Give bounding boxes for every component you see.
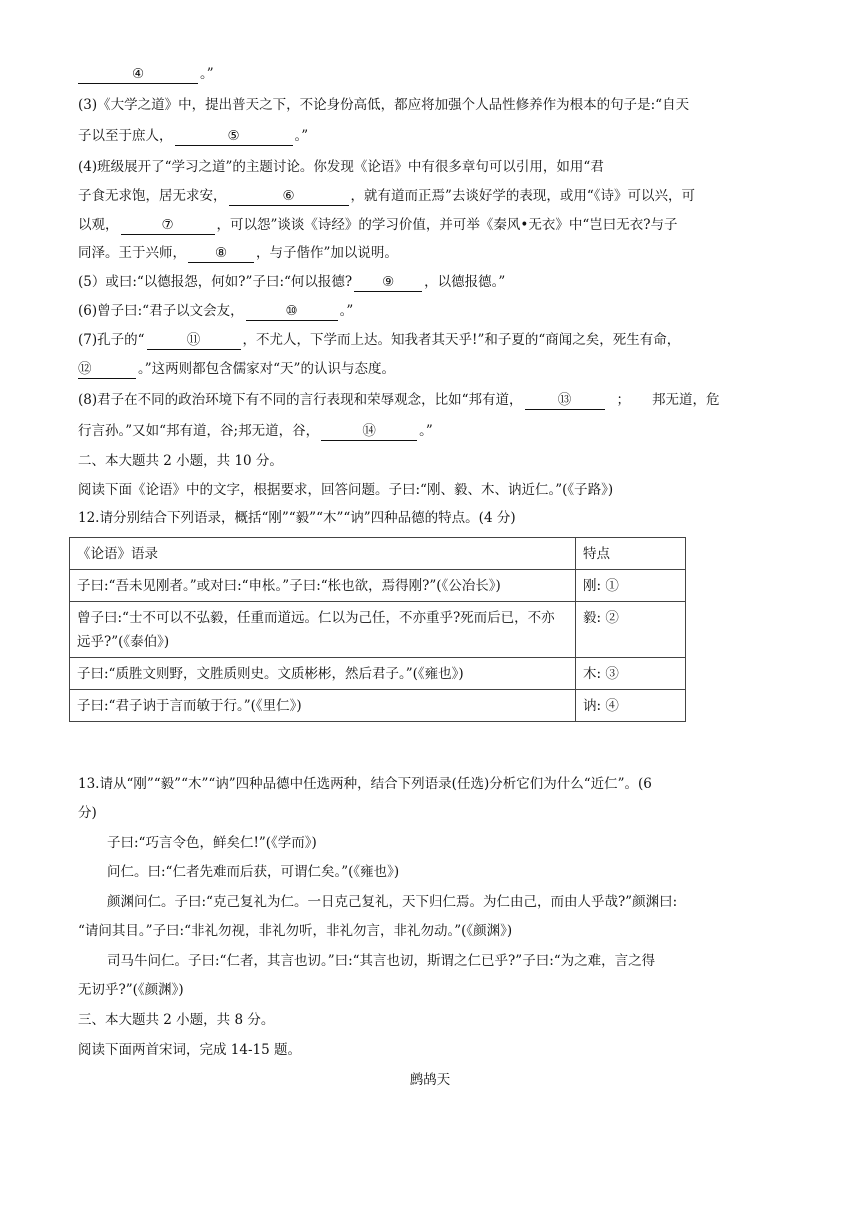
table-header-row (70, 538, 686, 570)
fill-blank-9[interactable]: ⑨ (354, 274, 422, 292)
text: 。” (419, 423, 433, 439)
fill-blank-13[interactable]: ⑬ (525, 392, 605, 410)
text: 邦无道，危 (652, 392, 720, 408)
text: 。”这两则都包含儒家对“天”的认识与态度。 (138, 361, 395, 377)
q12-prompt: 12.请分别结合下列语录，概括“刚”“毅”“木”“讷”四种品德的特点。(4 分) (78, 510, 516, 526)
table-row (70, 658, 686, 690)
fill-blank-11[interactable]: ⑪ (147, 332, 241, 350)
fill-blank-6[interactable]: ⑥ (229, 188, 349, 206)
text: 子以至于庶人， (78, 128, 173, 144)
text: ，不尤人，下学而上达。知我者其天乎!”和子夏的“商闻之矣，死生有命， (242, 332, 681, 348)
fill-blank-7[interactable]: ⑦ (121, 217, 215, 235)
section2-heading: 二、本大题共 2 小题，共 10 分。 (78, 453, 283, 469)
q4-tail-line (78, 64, 214, 84)
text: ，可以怨”谈谈《诗经》的学习价值，并可举《秦风•无衣》中“岂曰无衣?与子 (216, 217, 678, 233)
table-row (70, 570, 686, 602)
table-row (70, 602, 686, 658)
text: 同泽。王于兴师， (78, 245, 186, 261)
section2-intro: 阅读下面《论语》中的文字，根据要求，回答问题。子曰:“刚、毅、木、讷近仁。”(《子路》) (78, 482, 614, 498)
table-header-cell: 特点 (576, 538, 686, 570)
text: ，以德报德。” (424, 274, 506, 290)
fill-blank-5[interactable]: ⑤ (175, 128, 293, 146)
fill-blank-14[interactable]: ⑭ (321, 423, 417, 441)
table-cell-quote: 子曰:“君子讷于言而敏于行。”(《里仁》) (70, 690, 576, 722)
q3-line1: (3)《大学之道》中，提出普天之下，不论身份高低，都应将加强个人品性修养作为根本的句子是:“自天 (78, 97, 690, 113)
q13-quote-3-line1: 颜渊问仁。子曰:“克己复礼为仁。一日克己复礼，天下归仁焉。为仁由己，而由人乎哉?”颜渊曰: (107, 894, 678, 910)
q4-line3 (78, 215, 678, 235)
fill-blank-10[interactable]: ⑩ (246, 303, 338, 321)
q8-line2 (78, 421, 433, 441)
q6-line (78, 301, 353, 321)
text: (6)曾子曰:“君子以文会友， (78, 303, 244, 319)
table-cell-answer[interactable]: 毅: ② (576, 602, 686, 658)
q7-line1 (78, 330, 680, 350)
q13-prompt-line1: 13.请从“刚”“毅”“木”“讷”四种品德中任选两种，结合下列语录(任选)分析它们为什么“近仁”。(6 (78, 776, 652, 792)
q12-table (69, 537, 686, 722)
q13-quote-4-line1: 司马牛问仁。子曰:“仁者，其言也讱。”曰:“其言也讱，斯谓之仁已乎?”子曰:“为之难，言之得 (107, 953, 656, 969)
q13-quote-2: 问仁。曰:“仁者先难而后获，可谓仁矣。”(《雍也》) (107, 864, 400, 880)
text: 。” (339, 303, 354, 319)
text: 。” (200, 66, 214, 82)
q4-line1: (4)班级展开了“学习之道”的主题讨论。你发现《论语》中有很多章句可以引用，如用“君 (78, 159, 604, 175)
section3-intro: 阅读下面两首宋词，完成 14-15 题。 (78, 1042, 302, 1058)
fill-blank-12[interactable]: ⑫ (78, 361, 136, 379)
q13-quote-3-line2: “请问其目。”子曰:“非礼勿视，非礼勿听，非礼勿言，非礼勿动。”(《颜渊》) (78, 923, 513, 939)
text: ； (616, 392, 631, 408)
table-cell-answer[interactable]: 讷: ④ (576, 690, 686, 722)
text: ，与子偕作”加以说明。 (256, 245, 398, 261)
text: 。” (294, 128, 309, 144)
table-cell-answer[interactable]: 木: ③ (576, 658, 686, 690)
q13-prompt-line2: 分) (78, 805, 97, 821)
table-cell-quote: 子曰:“吾未见刚者。”或对曰:“申枨。”子曰:“枨也欲，焉得刚?”(《公冶长》) (70, 570, 576, 602)
fill-blank-4[interactable]: ④ (78, 66, 198, 84)
text: ，就有道而正焉”去谈好学的表现，或用“《诗》可以兴，可 (350, 188, 696, 204)
table-cell-quote: 曾子曰:“士不可以不弘毅，任重而道远。仁以为己任，不亦重乎?死而后已，不亦远乎?”(《泰伯》) (70, 602, 576, 658)
q5-line (78, 272, 505, 292)
q3-line2 (78, 126, 308, 146)
table-cell-quote: 子曰:“质胜文则野，文胜质则史。文质彬彬，然后君子。”(《雍也》) (70, 658, 576, 690)
q13-quote-4-line2: 无讱乎?”(《颜渊》) (78, 982, 184, 998)
q13-quote-1: 子曰:“巧言令色，鲜矣仁!”(《学而》) (107, 835, 317, 851)
text: (5）或曰:“以德报怨，何如?”子曰:“何以报德? (78, 274, 353, 290)
poem-title: 鹧鸪天 (409, 1072, 451, 1088)
q8-line1 (78, 390, 720, 410)
q4-line2 (78, 186, 695, 206)
text: 行言孙。”又如“邦有道，谷;邦无道，谷， (78, 423, 320, 439)
fill-blank-8[interactable]: ⑧ (188, 245, 254, 263)
text: 以观， (78, 217, 119, 233)
q7-line2 (78, 359, 395, 379)
q4-line4 (78, 243, 398, 263)
table-cell-answer[interactable]: 刚: ① (576, 570, 686, 602)
text: (8)君子在不同的政治环境下有不同的言行表现和荣辱观念，比如“邦有道， (78, 392, 523, 408)
section3-heading: 三、本大题共 2 小题，共 8 分。 (78, 1012, 275, 1028)
text: (7)孔子的“ (78, 332, 145, 348)
table-header-cell: 《论语》语录 (70, 538, 576, 570)
text: 子食无求饱，居无求安， (78, 188, 227, 204)
table-row (70, 690, 686, 722)
